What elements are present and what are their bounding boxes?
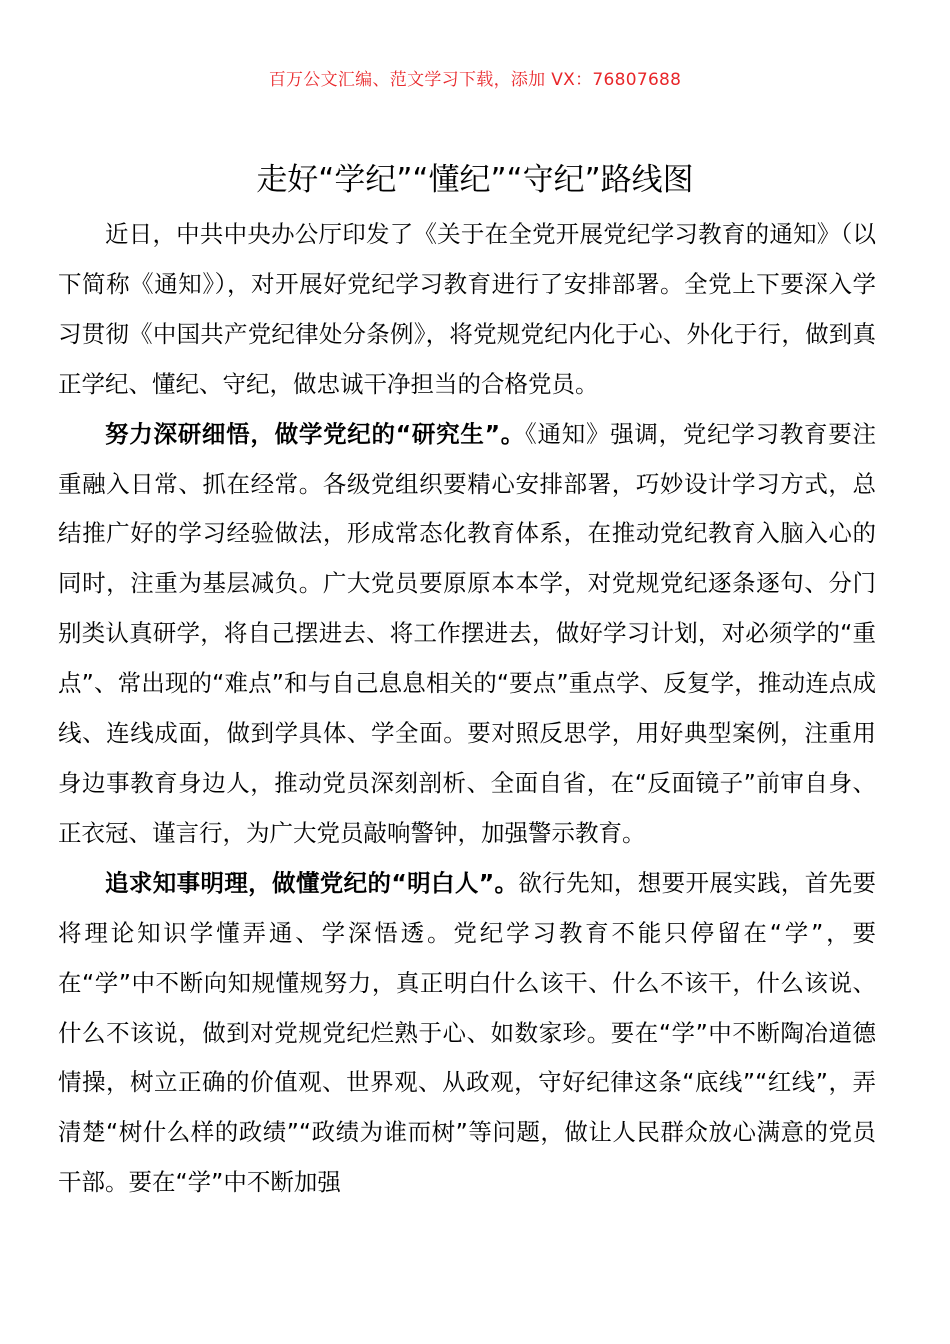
document-title: 走好“学纪”“懂纪”“守纪”路线图	[256, 162, 694, 198]
paragraph-text: 欲行先知，想要开展实践，首先要将理论知识学懂弄通、学深悟透。党纪学习教育不能只停留在“学”，要在“学”中不断向知规懂规努力，真正明白什么该干、什么不该干，什么该说、什么不该说，做到对党规党纪烂熟于心、如数家珍。要在“学”中不断陶冶道德情操，树立正确的价值观、世界观、从政观，守好纪律这条“底线”“红线”，弄清楚“树什么样的政绩”“政绩为谁而树”等问题，做让人民群众放心满意的党员干部。要在“学”中不断加强	[58, 868, 877, 1197]
paragraph-lead: 努力深研细悟，做学党纪的“研究生”。	[105, 419, 526, 448]
paragraph-text: 《通知》强调，党纪学习教育要注重融入日常、抓在经常。各级党组织要精心安排部署，巧妙设计学习方式，总结推广好的学习经验做法，形成常态化教育体系，在推动党纪教育入脑入心的同时，注重为基层减负。广大党员要原原本本学，对党规党纪逐条逐句、分门别类认真研学，将自己摆进去、将工作摆进去，做好学习计划，对必须学的“重点”、常出现的“难点”和与自己息息相关的“要点”重点学、反复学，推动连点成线、连线成面，做到学具体、学全面。要对照反思学，用好典型案例，注重用身边事教育身边人，推动党员深刻剖析、全面自省，在“反面镜子”前审自身、正衣冠、谨言行，为广大党员敲响警钟，加强警示教育。	[58, 419, 877, 847]
watermark-header: 百万公文汇编、范文学习下载，添加 VX：76807688	[268, 70, 682, 90]
paragraph-text: 近日，中共中央办公厅印发了《关于在全党开展党纪学习教育的通知》（以下简称《通知》），对开展好党纪学习教育进行了安排部署。全党上下要深入学习贯彻《中国共产党纪律处分条例》，将党规党纪内化于心、外化于行，做到真正学纪、懂纪、守纪，做忠诚干净担当的合格党员。	[58, 220, 876, 398]
paragraph-understand	[58, 859, 876, 1208]
document-body	[58, 210, 876, 1208]
paragraph-lead: 追求知事明理，做懂党纪的“明白人”。	[105, 868, 519, 897]
paragraph-intro	[58, 210, 876, 410]
paragraph-study	[58, 410, 876, 859]
